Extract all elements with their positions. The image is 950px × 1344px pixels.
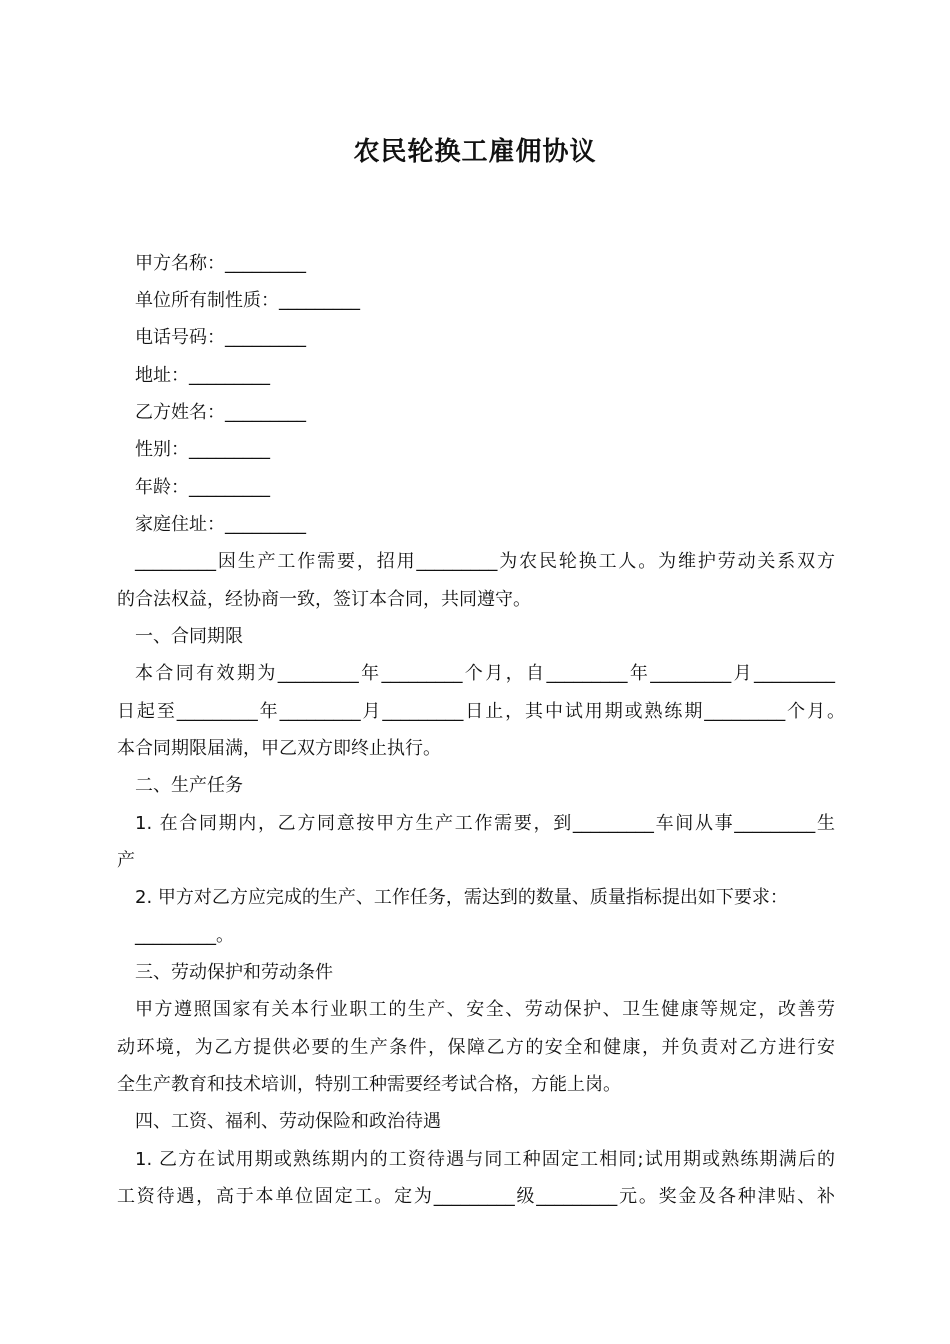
term-paragraph-line-3: 本合同期限届满，甲乙双方即终止执行。 (117, 738, 441, 759)
party-b-name-line: 乙方姓名：_________ (135, 402, 306, 423)
production-item-2-line-1: 2. 甲方对乙方应完成的生产、工作任务，需达到的数量、质量指标提出如下要求： (135, 887, 788, 908)
production-item-1-line-1: 1. 在合同期内，乙方同意按甲方生产工作需要，到_________车间从事_________生 (135, 813, 835, 834)
document-title: 农民轮换工雇佣协议 (353, 137, 597, 167)
term-paragraph-line-1: 本合同有效期为_________年_________个月，自_________年_________月_________ (135, 663, 835, 684)
party-a-name-line: 甲方名称：_________ (135, 253, 306, 274)
wages-item-1-line-1: 1. 乙方在试用期或熟练期内的工资待遇与同工种固定工相同;试用期或熟练期满后的 (135, 1149, 835, 1170)
production-item-1-line-2: 产 (117, 850, 135, 871)
ownership-type-line: 单位所有制性质：_________ (135, 290, 360, 311)
phone-number-line: 电话号码：_________ (135, 327, 306, 348)
wages-item-1-line-2: 工资待遇，高于本单位固定工。定为_________级_________元。奖金及各种津贴、补 (117, 1186, 835, 1207)
production-item-2-line-2: _________。 (135, 925, 234, 946)
section-heading-wages: 四、工资、福利、劳动保险和政治待遇 (135, 1111, 441, 1132)
section-heading-production: 二、生产任务 (135, 775, 243, 796)
gender-line: 性别：_________ (135, 439, 270, 460)
protection-paragraph-line-3: 全生产教育和技术培训，特别工种需要经考试合格，方能上岗。 (117, 1074, 621, 1095)
intro-paragraph-line-2: 的合法权益，经协商一致，签订本合同，共同遵守。 (117, 589, 531, 610)
age-line: 年龄：_________ (135, 477, 270, 498)
protection-paragraph-line-1: 甲方遵照国家有关本行业职工的生产、安全、劳动保护、卫生健康等规定，改善劳 (135, 999, 835, 1020)
term-paragraph-line-2: 日起至_________年_________月_________日止，其中试用期或熟练期_________个月。 (117, 701, 845, 722)
address-line: 地址：_________ (135, 365, 270, 386)
protection-paragraph-line-2: 动环境，为乙方提供必要的生产条件，保障乙方的安全和健康，并负责对乙方进行安 (117, 1037, 835, 1058)
section-heading-term: 一、合同期限 (135, 626, 243, 647)
home-address-line: 家庭住址：_________ (135, 514, 306, 535)
intro-paragraph-line-1: _________因生产工作需要，招用_________为农民轮换工人。为维护劳动关系双方 (135, 551, 835, 572)
section-heading-protection: 三、劳动保护和劳动条件 (135, 962, 333, 983)
